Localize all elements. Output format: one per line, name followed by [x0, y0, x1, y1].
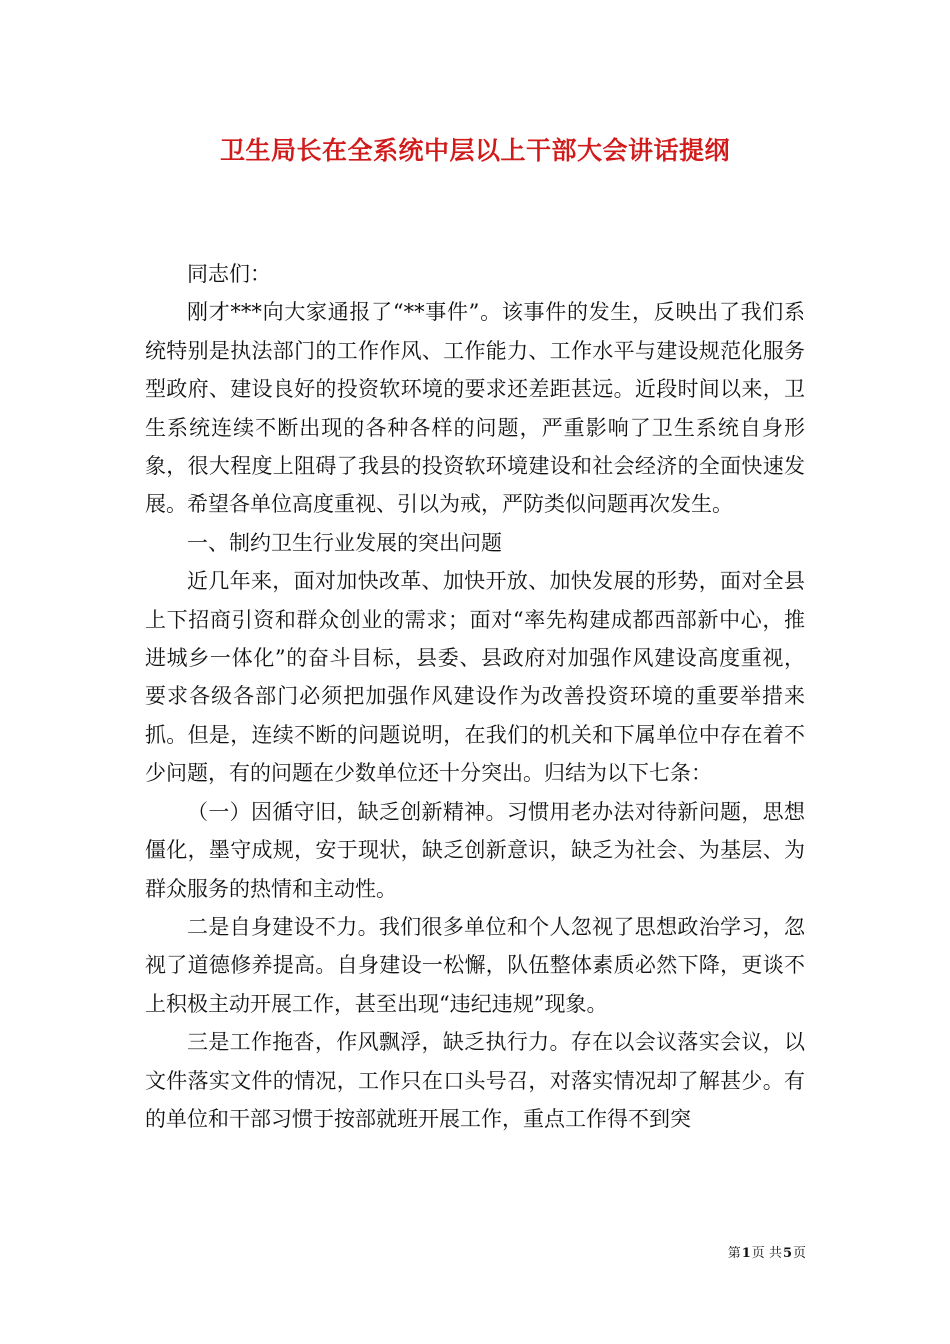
- document-body: [145, 255, 805, 1138]
- paragraph-issue-3: 三是工作拖沓，作风飘浮，缺乏执行力。存在以会议落实会议，以文件落实文件的情况，工作只在口头号召，对落实情况却了解甚少。有的单位和干部习惯于按部就班开展工作，重点工作得不到突: [145, 1030, 805, 1131]
- paragraph-issue-2: 二是自身建设不力。我们很多单位和个人忽视了思想政治学习，忽视了道德修养提高。自身建设一松懈，队伍整体素质必然下降，更谈不上积极主动开展工作，甚至出现“违纪违规”现象。: [145, 914, 805, 1016]
- footer-suffix: 页: [792, 1246, 806, 1261]
- page-footer: [0, 1245, 806, 1263]
- footer-prefix: 第: [727, 1246, 741, 1261]
- total-pages-number: 5: [782, 1246, 792, 1261]
- salutation: 同志们：: [187, 262, 271, 286]
- current-page-number: 1: [741, 1246, 751, 1261]
- document-title: 卫生局长在全系统中层以上干部大会讲话提纲: [219, 136, 730, 165]
- paragraph-background: 近几年来，面对加快改革、加快开放、加快发展的形势，面对全县上下招商引资和群众创业的需求；面对“率先构建成都西部新中心，推进城乡一体化”的奋斗目标，县委、县政府对加强作风建设高度重视，要求各级各部门必须把加强作风建设作为改善投资环境的重要举措来抓。但是，连续不断的问题说明，在我们的机关和下属单位中存在着不少问题，有的问题在少数单位还十分突出。归结为以下七条：: [145, 569, 805, 786]
- paragraph-intro: 刚才***向大家通报了“**事件”。该事件的发生，反映出了我们系统特别是执法部门的工作作风、工作能力、工作水平与建设规范化服务型政府、建设良好的投资软环境的要求还差距甚远。近段时间以来，卫生系统连续不断出现的各种各样的问题，严重影响了卫生系统自身形象，很大程度上阻碍了我县的投资软环境建设和社会经济的全面快速发展。希望各单位高度重视、引以为戒，严防类似问题再次发生。: [145, 300, 805, 517]
- section-heading-1: 一、制约卫生行业发展的突出问题: [187, 530, 502, 555]
- footer-middle: 页 共: [751, 1246, 782, 1261]
- paragraph-issue-1: （一）因循守旧，缺乏创新精神。习惯用老办法对待新问题，思想僵化，墨守成规，安于现状，缺乏创新意识，缺乏为社会、为基层、为群众服务的热情和主动性。: [145, 799, 805, 901]
